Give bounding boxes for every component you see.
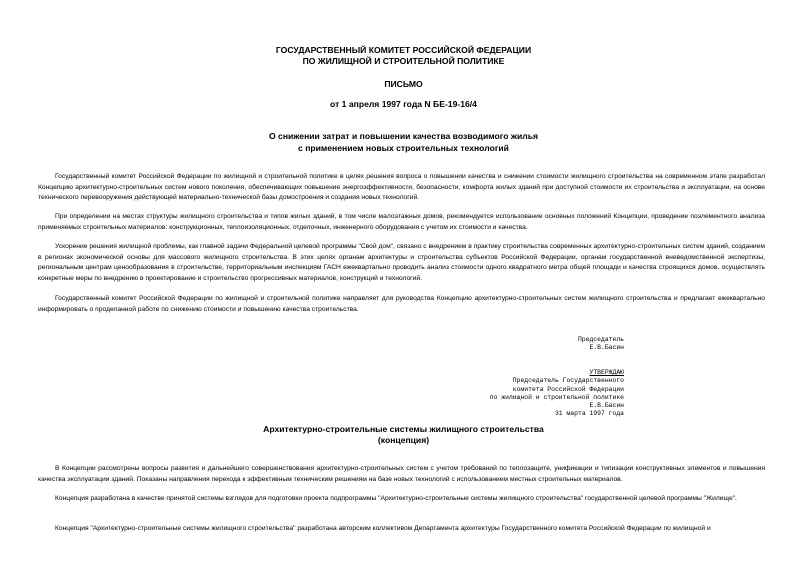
subject-line-1: О снижении затрат и повышении качества возводимого жилья [268, 131, 538, 141]
signature-block [578, 336, 624, 353]
concept-title-line-1: Архитектурно-строительные системы жилищного строительства [263, 424, 544, 434]
signature-title: Председатель [577, 336, 624, 343]
issuer-line-1: ГОСУДАРСТВЕННЫЙ КОМИТЕТ РОССИЙСКОЙ ФЕДЕРАЦИИ [275, 45, 532, 55]
document-date-number: от 1 апреля 1997 года N БЕ-19-16/4 [330, 99, 477, 109]
approval-label: УТВЕРЖДАЮ [589, 369, 624, 376]
concept-title-line-2: (концепция) [377, 435, 430, 445]
concept-paragraph-3: Концепция "Архитектурно-строительные системы жилищного строительства" разработана авторским коллективом Департамента архитектуры Государственного комитета Российской Федерации по жилищной и [55, 525, 711, 532]
issuer-line-2: ПО ЖИЛИЩНОЙ И СТРОИТЕЛЬНОЙ ПОЛИТИКЕ [302, 56, 505, 66]
concept-paragraph-1: В Концепции рассмотрены вопросы развития и дальнейшего совершенствования архитектурно-строительных систем с учетом требований по теплозащите, унификации и типизации конструктивных элементов и повышения качества эксплуатации зданий. Показаны направления перехода к эффективным техническим решениям на базе новых технологий с использованием местных строительных материалов. [38, 465, 765, 483]
approval-line-3: по жилищной и строительной политике [489, 393, 624, 401]
approval-block [490, 369, 624, 419]
approval-line-1: Председатель Государственного [512, 377, 624, 385]
document-type: ПИСЬМО [384, 79, 423, 89]
approval-line-2: комитета Российской Федерации [512, 385, 624, 393]
letter-paragraph-1: Государственный комитет Российской Федерации по жилищной и строительной политике в целях решения вопроса о повышении качества и снижении стоимости жилищного строительства на современном этапе разработал Концепцию архитектурно-строительных систем нового поколения, обеспечивающих повышение энергоэффективности, безопасности, комфорта жилых зданий при доступной стоимости их строительства и эксплуатации, на основе технического перевооружения действующей материально-технической базы домостроения и создания новых технологий. [38, 173, 765, 202]
letter-paragraph-3: Ускорение решения жилищной проблемы, как главной задачи Федеральной целевой программы "Свой дом", связано с внедрением в практику строительства современных архитектурно-строительных систем зданий, созданием в регионах экономической основы для массового жилищного строительства. В этих целях органам архитектуры и строительства субъектов Российской Федерации, органам государственной вневедомственной экспертизы, региональным центрам ценообразования в строительстве, территориальным инспекциям ГАСН ежеквартально проводить анализ стоимости одного квадратного метра общей площади и качества строящихся домов, осуществлять конкретные меры по внедрению в проектирование и строительство прогрессивных материалов, конструкций и технологий. [38, 243, 765, 282]
signature-name: Е.В.Басин [589, 344, 624, 352]
letter-paragraph-4: Государственный комитет Российской Федерации по жилищной и строительной политике направляет для руководства Концепцию архитектурно-строительных систем жилищного строительства и предлагает ежеквартально информировать о проделанной работе по снижению стоимости и повышению качества строительства. [38, 295, 765, 313]
approval-date: 31 марта 1997 года [554, 410, 624, 418]
letter-paragraph-2: При определении на местах структуры жилищного строительства и типов жилых зданий, в том числе малоэтажных домов, рекомендуется использование основных положений Концепции, проведение поэлементного анализа применяемых строительных материалов: конструкционных, теплоизоляционных, отделочных, инженерного оборудования с учетом их стоимости и качества. [38, 213, 765, 231]
approval-name: Е.В.Басин [589, 402, 624, 410]
concept-paragraph-2: Концепция разработана в качестве принятой системы взглядов для подготовки проекта подпрограммы "Архитектурно-строительные системы жилищного строительства" государственной целевой программы "Жилище". [55, 495, 737, 502]
subject-line-2: с применением новых строительных технологий [298, 143, 509, 153]
